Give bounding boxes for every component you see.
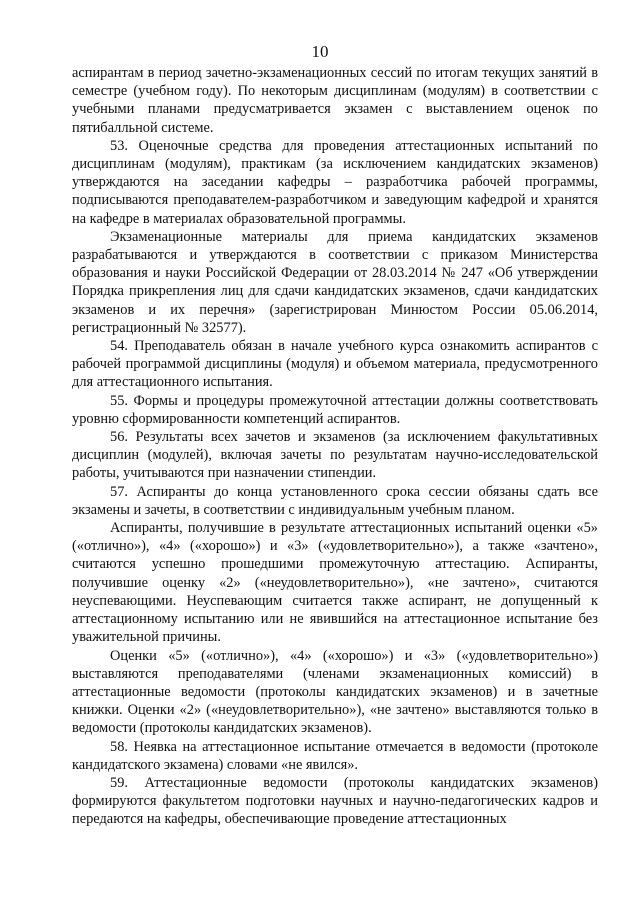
paragraph-57: 57. Аспиранты до конца установленного срока сессии обязаны сдать все экзамены и зачеты, в соответствии с индивидуальным учебным планом. (72, 483, 598, 518)
document-body (72, 64, 598, 829)
paragraph-grade-recording: Оценки «5» («отлично»), «4» («хорошо») и «3» («удовлетворительно») выставляются преподавателями (членами экзаменационных комиссий) в аттестационные ведомости (протоколы кандидатских экзаменов) и в зачетные книжки. Оценки «2» («неудовлетворительно»), «не зачтено» выставляются только в ведомости (протоколы кандидатских экзаменов). (72, 647, 598, 737)
paragraph-54: 54. Преподаватель обязан в начале учебного курса ознакомить аспирантов с рабочей программой дисциплины (модуля) и объемом материала, предусмотренного для аттестационного испытания. (72, 338, 598, 391)
paragraph-passing-grades: Аспиранты, получившие в результате аттестационных испытаний оценки «5» («отлично»), «4» («хорошо») и «3» («удовлетворительно»), а также «зачтено», считаются успешно прошедшими промежуточную аттестацию. Аспиранты, получившие оценку «2» («неудовлетворительно»), «не зачтено», считаются неуспевающими. Неуспевающим считается также аспирант, не допущенный к аттестационному испытанию или не явившийся на аттестационное испытание без уважительной причины. (72, 520, 598, 646)
paragraph-continuation: аспирантам в период зачетно-экзаменационных сессий по итогам текущих занятий в семестре (учебном году). По некоторым дисциплинам (модулям) в соответствии с учебными планами предусматривается экзамен с выставлением оценок по пятибалльной системе. (72, 65, 598, 136)
paragraph-55: 55. Формы и процедуры промежуточной аттестации должны соответствовать уровню сформированности компетенций аспирантов. (72, 392, 598, 427)
page-number: 10 (311, 42, 329, 61)
paragraph-59: 59. Аттестационные ведомости (протоколы кандидатских экзаменов) формируются факультетом подготовки научных и научно-педагогических кадров и передаются на кафедры, обеспечивающие проведение аттестационных (72, 774, 598, 828)
paragraph-56: 56. Результаты всех зачетов и экзаменов (за исключением факультативных дисциплин (модулей), включая зачеты по результатам научно-исследовательской работы, учитываются при назначении стипендии. (72, 429, 598, 482)
paragraph-58: 58. Неявка на аттестационное испытание отмечается в ведомости (протоколе кандидатского экзамена) словами «не явился». (72, 738, 598, 773)
paragraph-53: 53. Оценочные средства для проведения аттестационных испытаний по дисциплинам (модулям), практикам (за исключением кандидатских экзаменов) утверждаются на заседании кафедры – разработчика рабочей программы, подписываются преподавателем-разработчиком и заведующим кафедрой и хранятся на кафедре в материалах образовательной программы. (72, 137, 598, 227)
paragraph-exam-materials: Экзаменационные материалы для приема кандидатских экзаменов разрабатываются и утверждаются в соответствии с приказом Министерства образования и науки Российской Федерации от 28.03.2014 № 247 «Об утверждении Порядка прикрепления лиц для сдачи кандидатских экзаменов, сдачи кандидатских экзаменов и их перечня» (зарегистрирован Минюстом России 05.06.2014, регистрационный № 32577). (72, 228, 598, 336)
